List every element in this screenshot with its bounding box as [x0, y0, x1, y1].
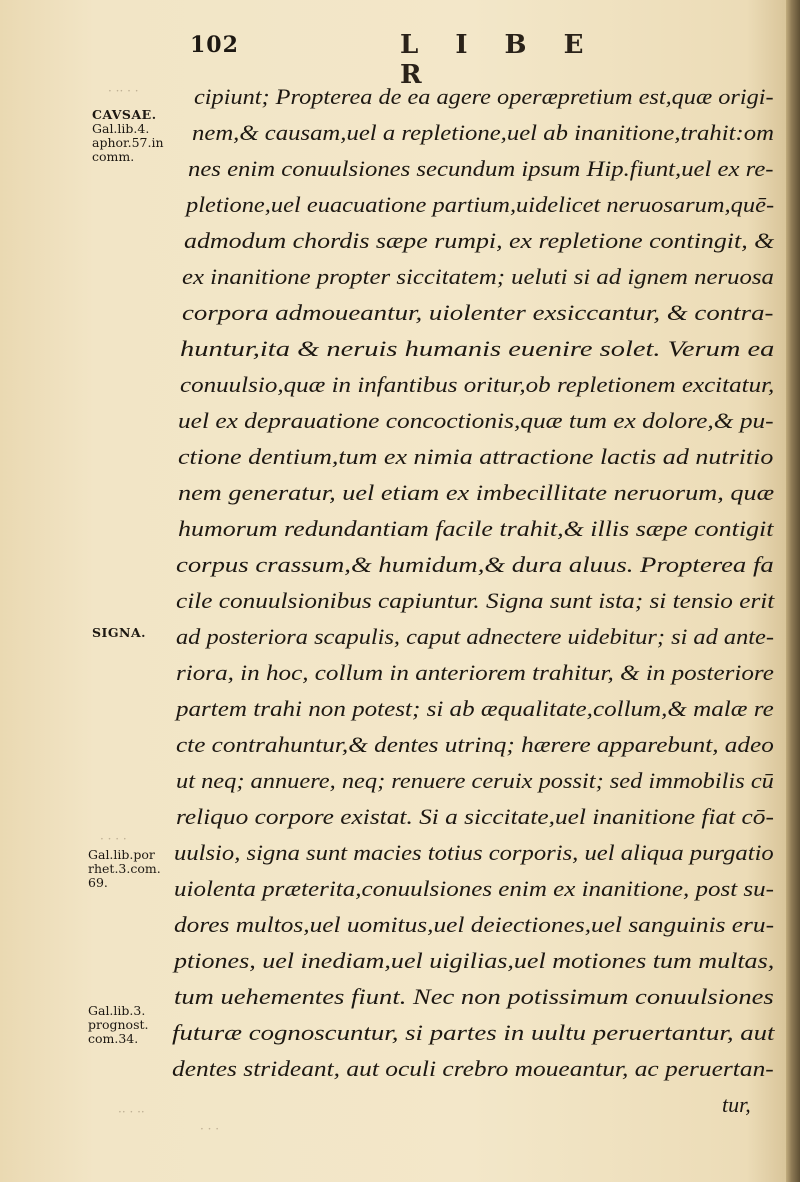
text-line: dores multos,uel uomitus,uel deiectiones,uel sanguinis eru-: [174, 912, 775, 937]
text-line: uulsio, signa sunt macies totius corporis, uel aliqua purgatio: [174, 840, 774, 865]
text-line: corpus crassum,& humidum,& dura aluus. Propterea fa: [176, 552, 774, 577]
text-line: humorum redundantiam facile trahit,& illis sæpe contigit: [178, 516, 774, 541]
margin-note-line: aphor.57.in: [92, 135, 164, 150]
text-line: reliquo corpore existat. Si a siccitate,uel inanitione fiat cō-: [176, 804, 774, 829]
margin-note-line: 69.: [88, 875, 108, 890]
text-line: nes enim conuulsiones secundum ipsum Hip.fiunt,uel ex re-: [188, 156, 774, 181]
text-line: uiolenta præterita,conuulsiones enim ex inanitione, post su-: [174, 876, 774, 901]
text-line: admodum chordis sæpe rumpi, ex repletione contingit, &: [184, 228, 775, 253]
running-head: L I B E R: [400, 30, 598, 90]
margin-note-causae: [92, 108, 164, 164]
page-edge: [786, 0, 800, 1182]
text-line: cile conuulsionibus capiuntur. Signa sunt ista; si tensio erit: [176, 588, 775, 613]
text-line: nem generatur, uel etiam ex imbecillitate neruorum, quæ: [178, 480, 775, 505]
margin-note-line: Gal.lib.4.: [92, 121, 150, 136]
text-line: ex inanitione propter siccitatem; ueluti si ad ignem neruosa: [182, 264, 774, 289]
text-line: futuræ cognoscuntur, si partes in uultu peruertantur, aut: [172, 1020, 775, 1045]
text-line: corpora admoueantur, uiolenter exsiccantur, & contra-: [182, 300, 774, 325]
text-line: huntur,ita & neruis humanis euenire solet. Verum ea: [180, 336, 775, 361]
margin-note-gal-prorrhet: [88, 848, 161, 890]
text-line: tur,: [722, 1092, 751, 1117]
margin-note-line: com.34.: [88, 1031, 139, 1046]
text-line: ctione dentium,tum ex nimia attractione lactis ad nutritio: [178, 444, 774, 469]
text-line: partem trahi non potest; si ab æqualitate,collum,& malæ re: [176, 696, 774, 721]
margin-note-line: CAVSAE.: [92, 107, 157, 122]
bleed-through-mark: ·· · ··: [118, 1105, 145, 1119]
text-line: riora, in hoc, collum in anteriorem trahitur, & in posteriore: [176, 660, 774, 685]
page-header: [190, 28, 630, 90]
text-line: cipiunt; Propterea de ea agere operæpretium est,quæ origi-: [194, 84, 774, 109]
text-line: tum uehementes fiunt. Nec non potissimum conuulsiones: [174, 984, 774, 1009]
text-line: uel ex deprauatione concoctionis,quæ tum ex dolore,& pu-: [178, 408, 774, 433]
margin-note-line: rhet.3.com.: [88, 861, 161, 876]
text-line: conuulsio,quæ in infantibus oritur,ob repletionem excitatur,: [180, 372, 775, 397]
bleed-through-mark: · ·· · ·: [108, 84, 139, 98]
text-line: ptiones, uel inediam,uel uigilias,uel motiones tum multas,: [174, 948, 775, 973]
margin-note-line: prognost.: [88, 1017, 149, 1032]
margin-note-line: Gal.lib.3.: [88, 1003, 146, 1018]
margin-note-line: SIGNA.: [92, 625, 147, 640]
text-line: ad posteriora scapulis, caput adnectere uidebitur; si ad ante-: [176, 624, 774, 649]
bleed-through-mark: · · ·: [200, 1122, 220, 1136]
margin-note-signa: [92, 626, 146, 640]
margin-note-line: Gal.lib.por: [88, 847, 155, 862]
margin-note-line: comm.: [92, 149, 135, 164]
text-line: nem,& causam,uel a repletione,uel ab inanitione,trahit:om: [192, 120, 774, 145]
text-line: cte contrahuntur,& dentes utrinq; hærere apparebunt, adeo: [176, 732, 774, 757]
text-line: dentes strideant, aut oculi crebro moueantur, ac peruertan-: [172, 1056, 774, 1081]
page-number: 102: [190, 32, 239, 58]
bleed-through-mark: · · · ·: [100, 832, 127, 846]
text-line: pletione,uel euacuatione partium,uidelicet neruosarum,quē-: [186, 192, 775, 217]
text-line: ut neq; annuere, neq; renuere ceruix possit; sed immobilis cū: [176, 768, 774, 793]
margin-note-gal-prognost: [88, 1004, 149, 1046]
